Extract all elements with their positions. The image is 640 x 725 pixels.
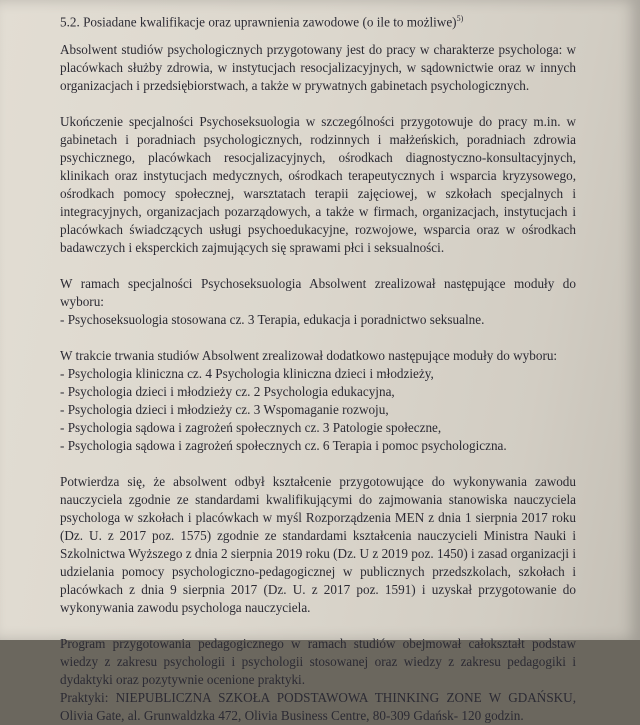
- paragraph-specialization: Ukończenie specjalności Psychoseksuologia w szczególności przygotowuje do pracy m.in. w gabinetach i poradniach psychologicznych, rodzinnych i małżeńskich, poradniach zdrowia psychicznego, placówkach resocjalizacyjnych, ośrodkach diagnostyczno-konsultacyjnych, klinikach oraz instytucjach medycznych, ośrodkach terapeutycznych i wsparcia kryzysowego, ośrodkach pomocy społecznej, warsztatach terapii zajęciowej, w szkołach specjalnych i integracyjnych, organizacjach pozarządowych, a także w firmach, organizacjach, instytucjach i placówkach świadczących usługi psychoedukacyjne, rozwojowe, wsparcia oraz w ośrodkach badawczych i eksperckich zajmujących się sprawami płci i seksualności.: [60, 114, 576, 256]
- section-heading: [60, 10, 576, 31]
- footnote-marker: 5): [456, 14, 464, 23]
- paragraph-additional-modules-intro: W trakcie trwania studiów Absolwent zrealizował dodatkowo następujące moduły do wyboru:: [60, 348, 558, 364]
- specialization-modules-list: [60, 311, 576, 329]
- paragraph-pedagogical-program: Program przygotowania pedagogicznego w ramach studiów obejmował całokształt podstaw wiedzy z zakresu psychologii i psychologii stosowanej oraz wiedzy z zakresu pedagogiki i dydaktyki oraz pozytywnie ocenione praktyki.: [60, 636, 576, 688]
- list-item: - Psychologia dzieci i młodzieży cz. 3 Wspomaganie rozwoju,: [60, 402, 389, 418]
- paragraph-specialization-modules-intro: W ramach specjalności Psychoseksuologia Absolwent zrealizował następujące moduły do wyboru:: [60, 276, 576, 310]
- list-item: - Psychologia sądowa i zagrożeń społecznych cz. 3 Patologie społeczne,: [60, 420, 442, 436]
- paragraph-internship: Praktyki: NIEPUBLICZNA SZKOŁA PODSTAWOWA THINKING ZONE W GDAŃSKU, Olivia Gate, al. Grunwaldzka 472, Olivia Business Centre, 80-309 Gdańsk- 120 godzin.: [60, 690, 576, 724]
- list-item: - Psychologia sądowa i zagrożeń społecznych cz. 6 Terapia i pomoc psychologiczna.: [60, 438, 507, 454]
- section-heading-text: 5.2. Posiadane kwalifikacje oraz uprawnienia zawodowe (o ile to możliwe): [60, 14, 457, 30]
- document-page: [60, 10, 576, 725]
- list-item: - Psychologia dzieci i młodzieży cz. 2 Psychologia edukacyjna,: [60, 384, 395, 400]
- paragraph-teacher-qualification: Potwierdza się, że absolwent odbył kształcenie przygotowujące do wykonywania zawodu nauczyciela zgodnie ze standardami kwalifikującymi do zajmowania stanowiska nauczyciela psychologa w szkołach i placówkach w myśl Rozporządzenia MEN z dnia 1 sierpnia 2017 roku (Dz. U. z 2017 poz. 1575) zgodnie ze standardami kształcenia nauczycieli Ministra Nauki i Szkolnictwa Wyższego z dnia 2 sierpnia 2019 roku (Dz. U z 2019 poz. 1450) i zasad organizacji i udzielania pomocy psychologiczno-pedagogicznej w publicznych przedszkolach, szkołach i placówkach z dnia 9 sierpnia 2017 (Dz. U. z 2017 poz. 1591) i uzyskał przygotowanie do wykonywania zawodu psychologa nauczyciela.: [60, 474, 576, 616]
- list-item: - Psychologia kliniczna cz. 4 Psychologia kliniczna dzieci i młodzieży,: [60, 366, 434, 382]
- additional-modules-list: [60, 365, 576, 455]
- paragraph-graduate-profile: Absolwent studiów psychologicznych przygotowany jest do pracy w charakterze psychologa: w placówkach służby zdrowia, w instytucjach resocjalizacyjnych, w sądownictwie oraz w innych organizacjach i przedsiębiorstwach, a także w prywatnych gabinetach psychologicznych.: [60, 42, 576, 94]
- list-item: - Psychoseksuologia stosowana cz. 3 Terapia, edukacja i poradnictwo seksualne.: [60, 312, 485, 328]
